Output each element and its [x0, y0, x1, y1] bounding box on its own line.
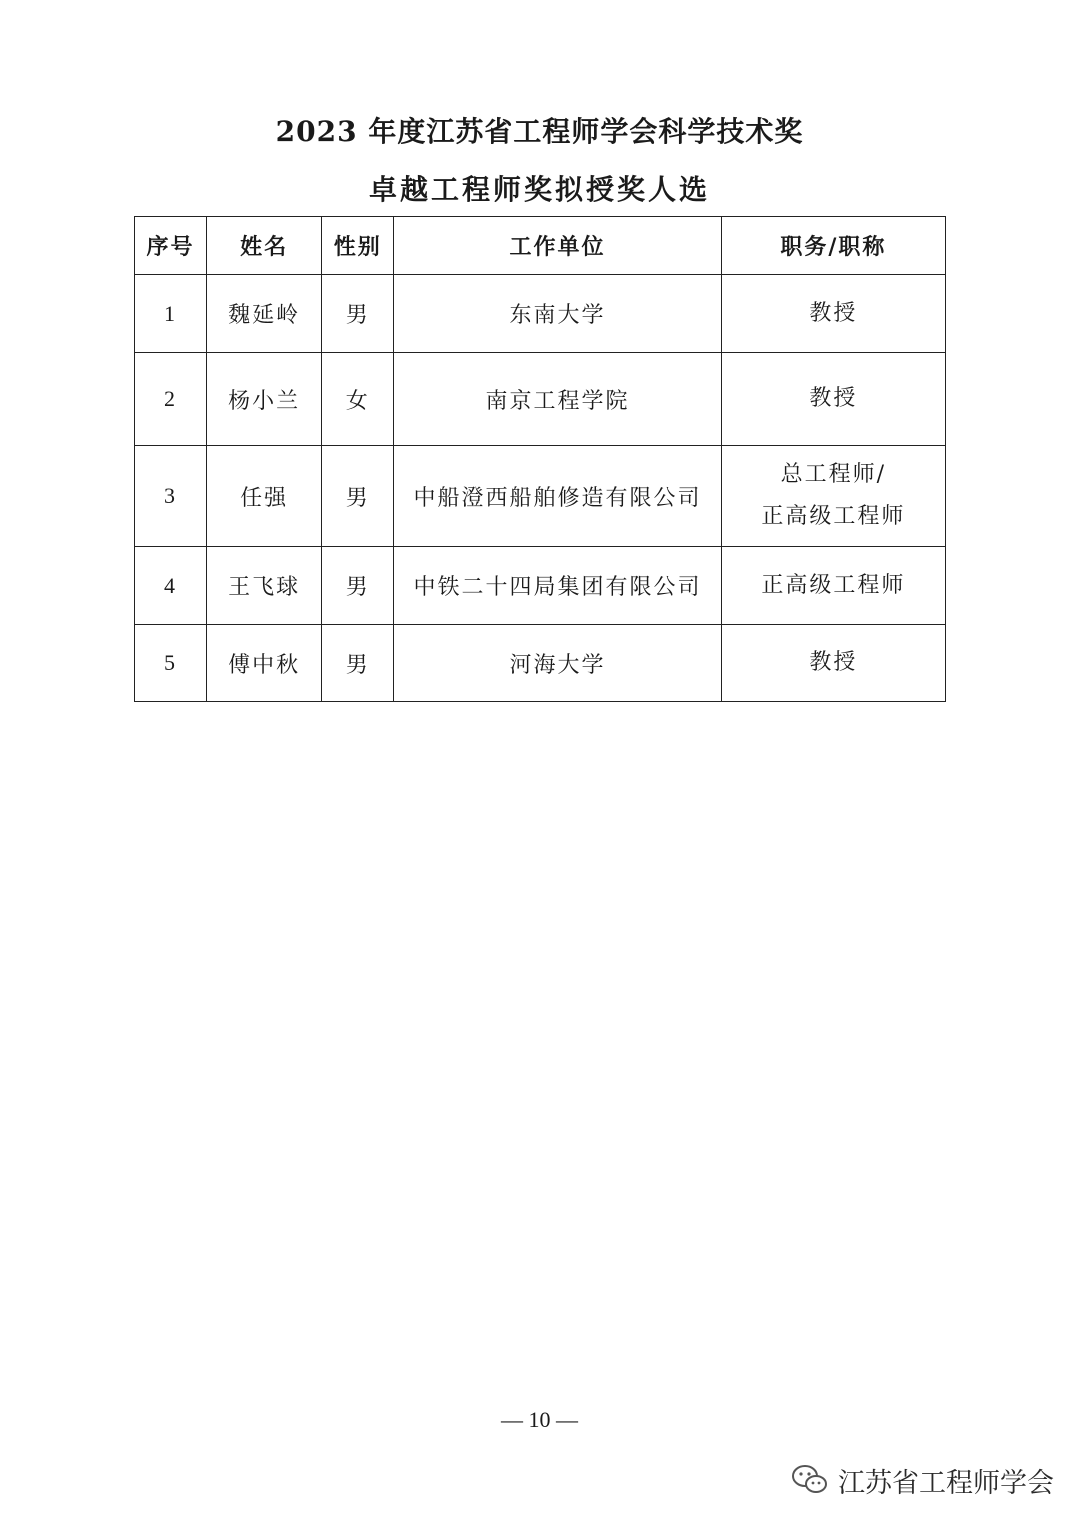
cell-unit: 中铁二十四局集团有限公司	[394, 547, 721, 625]
page-number: — 10 —	[501, 1407, 578, 1432]
cell-gender: 女	[322, 353, 394, 446]
document-title: 2023 年度江苏省工程师学会科学技术奖	[275, 115, 804, 148]
table-row	[135, 446, 946, 547]
cell-name: 杨小兰	[207, 353, 322, 446]
cell-unit: 河海大学	[394, 625, 721, 702]
cell-title	[721, 547, 945, 625]
cell-title-line: 教授	[809, 300, 858, 326]
cell-unit: 南京工程学院	[394, 353, 721, 446]
cell-no: 2	[135, 353, 207, 446]
cell-no: 5	[135, 625, 207, 702]
header-no: 序号	[135, 217, 207, 275]
cell-no: 1	[135, 275, 207, 353]
cell-title	[721, 446, 945, 547]
header-title: 职务/职称	[721, 217, 945, 275]
cell-title	[721, 625, 945, 702]
cell-title	[721, 353, 945, 446]
header-name: 姓名	[207, 217, 322, 275]
award-candidates-table	[134, 216, 946, 702]
cell-name: 傅中秋	[207, 625, 322, 702]
cell-title-line: 教授	[809, 650, 858, 675]
cell-no: 3	[135, 446, 207, 547]
table-row	[135, 625, 946, 702]
cell-title	[721, 275, 945, 353]
cell-title-line: 教授	[809, 386, 858, 411]
cell-unit: 东南大学	[394, 275, 721, 353]
cell-title-line: 正高级工程师	[761, 572, 906, 598]
header-unit: 工作单位	[394, 217, 721, 275]
table-row	[135, 275, 946, 353]
cell-gender: 男	[322, 547, 394, 625]
cell-title-line: 正高级工程师	[761, 504, 906, 529]
wechat-icon	[790, 1463, 830, 1497]
header-gender: 性别	[322, 217, 394, 275]
watermark-label: 江苏省工程师学会	[838, 1467, 1054, 1499]
cell-name: 王飞球	[207, 547, 322, 625]
cell-name: 任强	[207, 446, 322, 547]
cell-no: 4	[135, 547, 207, 625]
cell-gender: 男	[322, 275, 394, 353]
cell-name: 魏延岭	[207, 275, 322, 353]
table-row	[135, 353, 946, 446]
cell-gender: 男	[322, 625, 394, 702]
table-row	[135, 547, 946, 625]
cell-title-line: 总工程师/	[780, 462, 887, 487]
wechat-watermark	[790, 1460, 1054, 1500]
cell-gender: 男	[322, 446, 394, 547]
document-subtitle: 卓越工程师奖拟授奖人选	[368, 173, 710, 206]
table-header-row	[135, 217, 946, 275]
cell-unit: 中船澄西船舶修造有限公司	[394, 446, 721, 547]
